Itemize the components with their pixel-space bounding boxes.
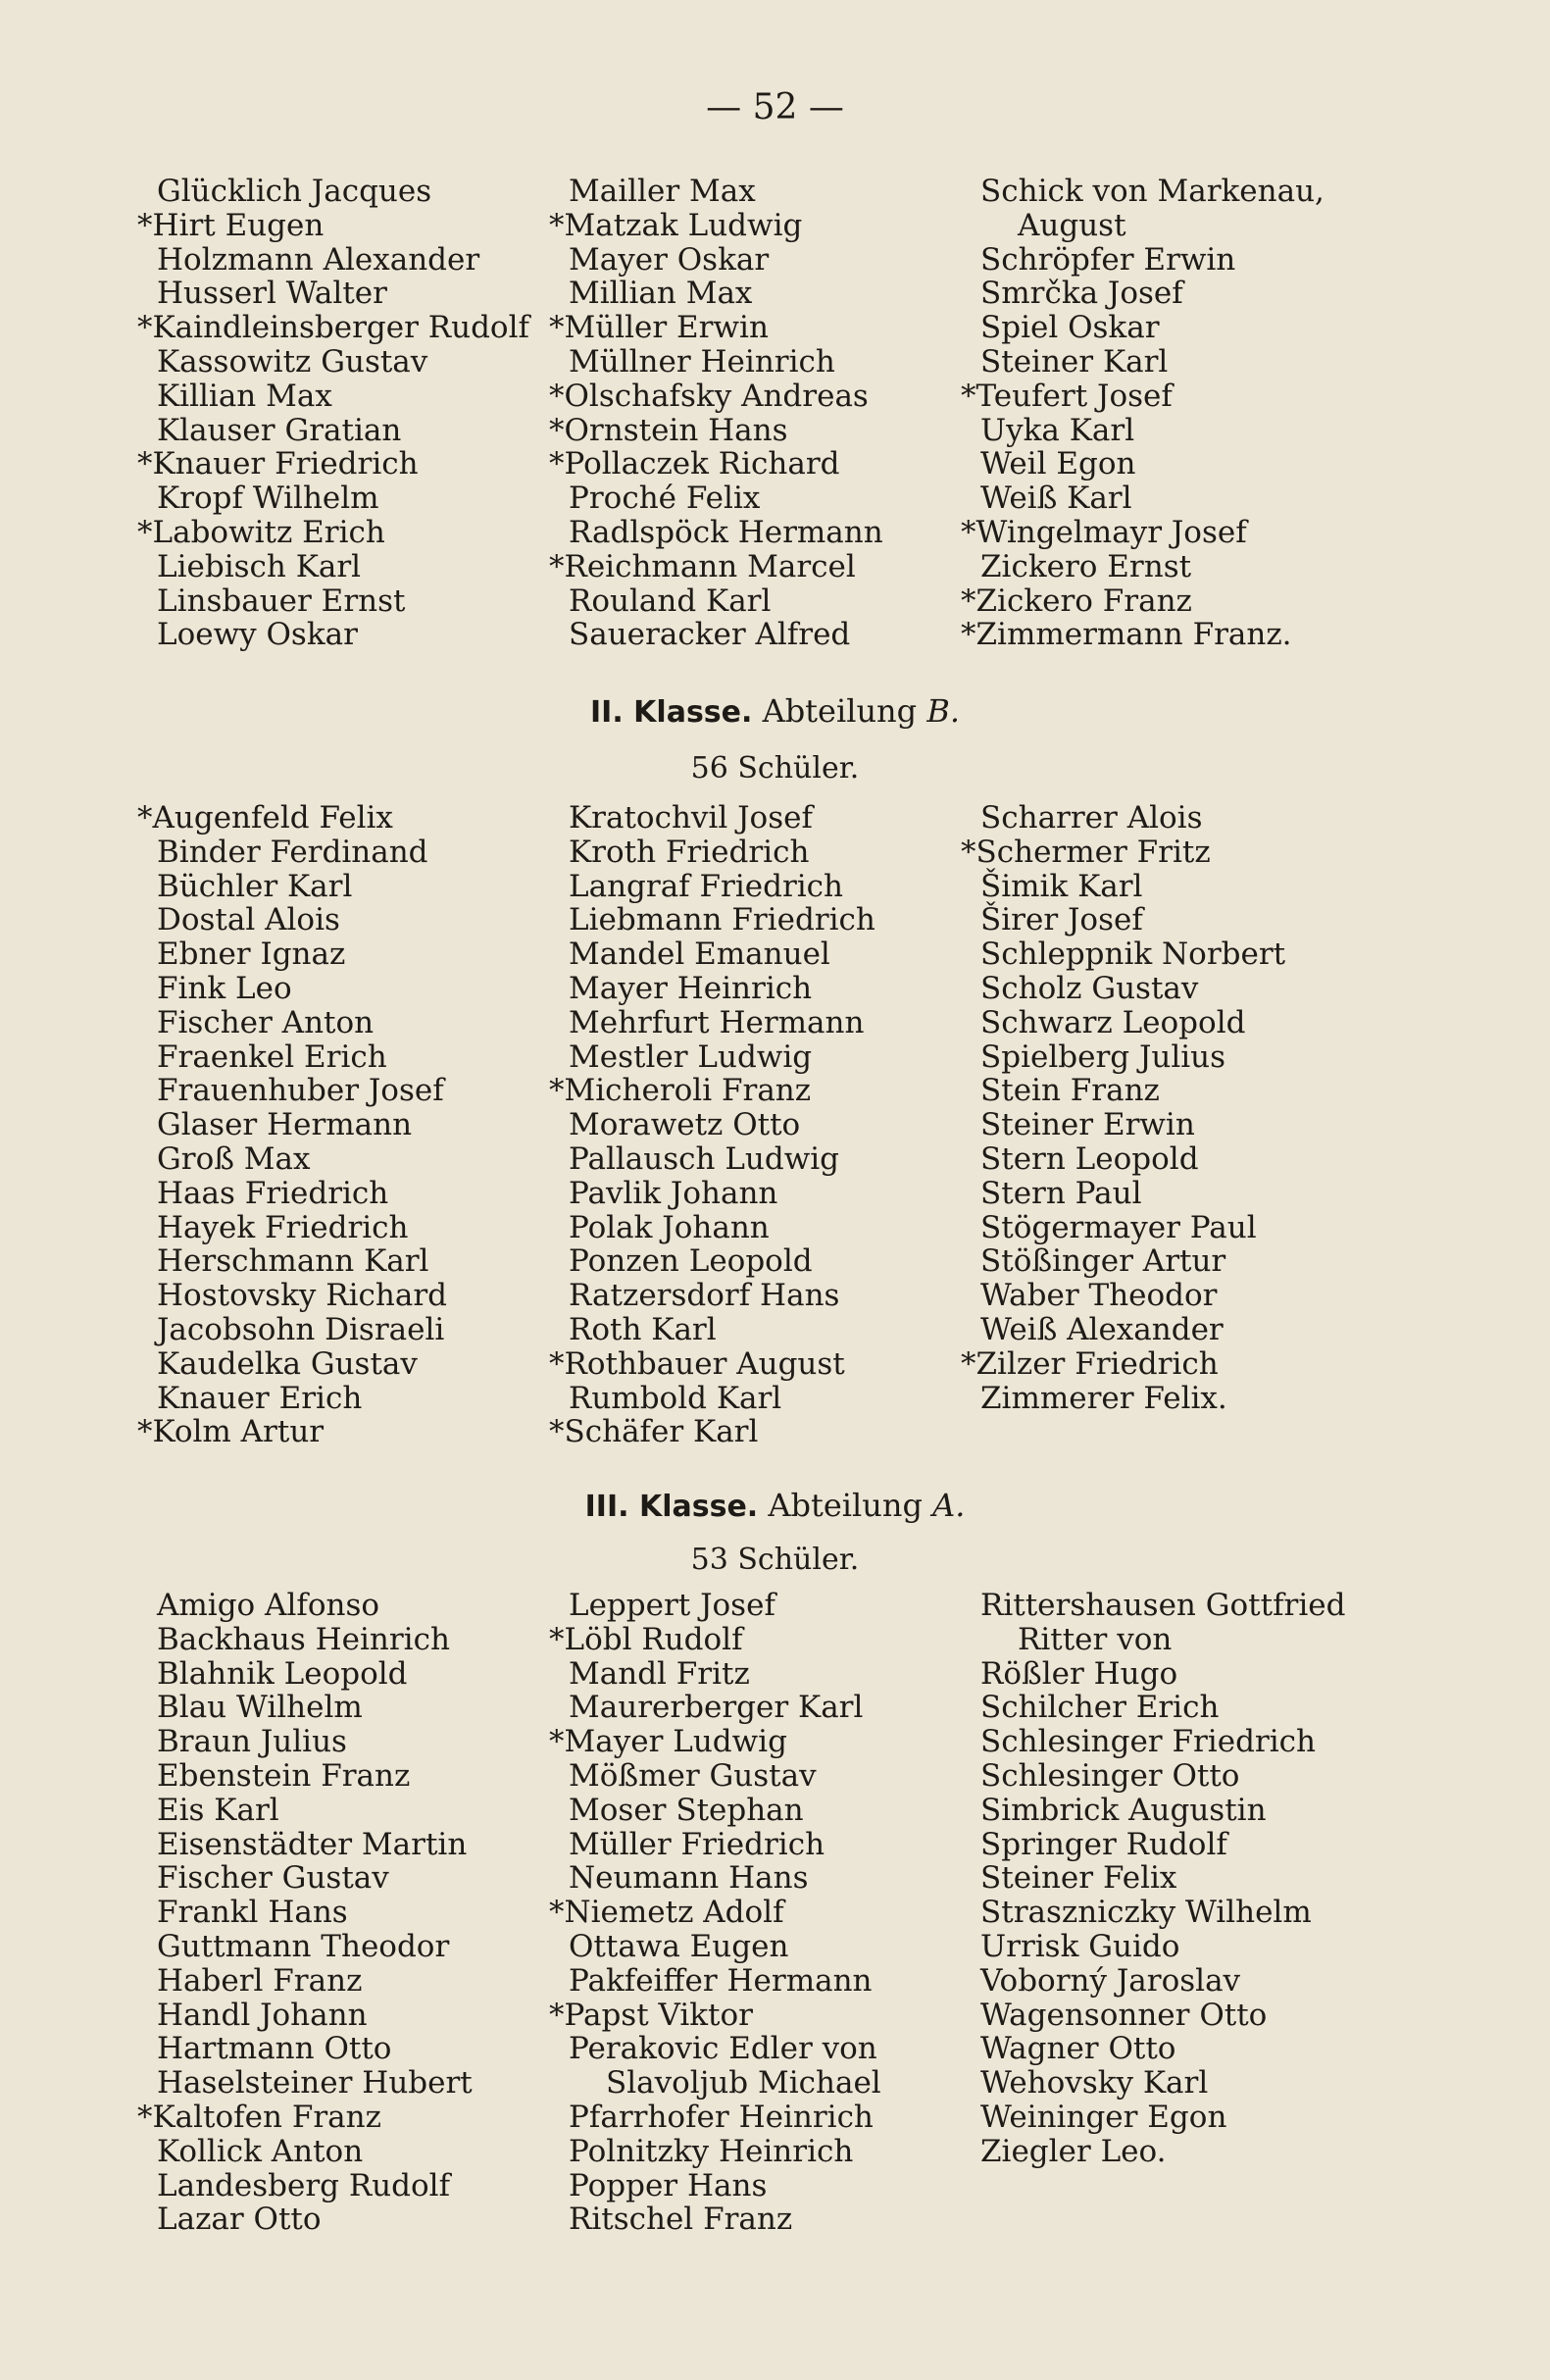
student-name: *Kaltofen Franz bbox=[137, 2099, 381, 2135]
student-name: Mößmer Gustav bbox=[569, 1757, 817, 1794]
student-name: *Reichmann Marcel bbox=[549, 548, 856, 584]
student-name: Jacobsohn Disraeli bbox=[157, 1311, 445, 1347]
abteilung-letter: B. bbox=[926, 692, 960, 730]
student-name: Dostal Alois bbox=[157, 902, 340, 938]
student-name: Braun Julius bbox=[157, 1724, 347, 1760]
column-2 bbox=[549, 1588, 980, 2238]
student-name: August bbox=[1018, 207, 1126, 243]
student-name: *Wingelmayr Josef bbox=[961, 514, 1247, 550]
student-name: *Labowitz Erich bbox=[137, 514, 385, 550]
student-name: Killian Max bbox=[157, 378, 332, 414]
column-3 bbox=[961, 174, 1392, 653]
student-count-ii: 56 Schüler. bbox=[690, 751, 860, 785]
abteilung-label: Abteilung bbox=[762, 692, 918, 730]
student-name: *Müller Erwin bbox=[549, 310, 769, 346]
student-name: Ratzersdorf Hans bbox=[569, 1278, 840, 1314]
student-name: Binder Ferdinand bbox=[157, 834, 428, 870]
student-name: Hartmann Otto bbox=[157, 2031, 392, 2067]
student-name: Schröpfer Erwin bbox=[980, 241, 1236, 278]
student-name: Büchler Karl bbox=[157, 868, 353, 904]
student-name: Liebmann Friedrich bbox=[569, 902, 875, 938]
student-name: Stößinger Artur bbox=[980, 1243, 1226, 1280]
student-name: Backhaus Heinrich bbox=[157, 1621, 450, 1657]
klasse-label: III. Klasse. bbox=[584, 1490, 759, 1524]
student-name: Spielberg Julius bbox=[980, 1038, 1226, 1075]
student-name: Stern Leopold bbox=[980, 1140, 1199, 1177]
class-heading-ii bbox=[0, 691, 1550, 733]
klasse-label: II. Klasse. bbox=[590, 695, 753, 730]
student-name: Zickero Ernst bbox=[980, 548, 1192, 584]
student-name: Schick von Markenau, bbox=[980, 174, 1325, 209]
student-name: Stern Paul bbox=[980, 1175, 1142, 1211]
student-name: *Kolm Artur bbox=[137, 1414, 325, 1450]
student-name: Amigo Alfonso bbox=[157, 1588, 380, 1623]
student-name: Eisenstädter Martin bbox=[157, 1826, 468, 1862]
student-name: Linsbauer Ernst bbox=[157, 582, 406, 619]
student-name: Radlspöck Hermann bbox=[569, 514, 883, 550]
student-name: Popper Hans bbox=[569, 2167, 768, 2203]
student-name: Frankl Hans bbox=[157, 1895, 348, 1931]
student-name: Pavlik Johann bbox=[569, 1175, 778, 1211]
student-name: Groß Max bbox=[157, 1140, 311, 1177]
student-name: Ebenstein Franz bbox=[157, 1757, 411, 1794]
student-name: Ziegler Leo. bbox=[980, 2133, 1167, 2169]
student-name: Glaser Hermann bbox=[157, 1107, 413, 1143]
student-name: Glücklich Jacques bbox=[157, 174, 432, 209]
student-name: Polak Johann bbox=[569, 1209, 770, 1245]
student-name: Stein Franz bbox=[980, 1073, 1160, 1109]
student-name: Širer Josef bbox=[980, 902, 1143, 938]
student-name: *Zickero Franz bbox=[961, 582, 1192, 619]
student-name: Ottawa Eugen bbox=[569, 1928, 789, 1964]
abteilung-label: Abteilung bbox=[768, 1487, 923, 1524]
student-name: Steiner Erwin bbox=[980, 1107, 1195, 1143]
student-name: *Olschafsky Andreas bbox=[549, 378, 869, 414]
student-name: Pfarrhofer Heinrich bbox=[569, 2099, 874, 2135]
student-name: Rouland Karl bbox=[569, 582, 772, 619]
student-name: Weiß Alexander bbox=[980, 1311, 1224, 1347]
abteilung-letter: A. bbox=[932, 1487, 966, 1524]
student-name: Fischer Anton bbox=[157, 1004, 375, 1040]
student-name: Urrisk Guido bbox=[980, 1928, 1180, 1964]
student-name: Handl Johann bbox=[157, 1997, 368, 2033]
student-name: Langraf Friedrich bbox=[569, 868, 843, 904]
student-name: Fink Leo bbox=[157, 970, 292, 1006]
student-count-iii: 53 Schüler. bbox=[690, 1543, 860, 1577]
student-name: *Pollaczek Richard bbox=[549, 446, 840, 482]
student-name: Pallausch Ludwig bbox=[569, 1140, 840, 1177]
student-name: Maurerberger Karl bbox=[569, 1690, 864, 1726]
student-name: *Matzak Ludwig bbox=[549, 207, 803, 243]
student-name: Hayek Friedrich bbox=[157, 1209, 409, 1245]
column-1 bbox=[137, 1588, 569, 2238]
student-name: *Löbl Rudolf bbox=[549, 1621, 743, 1657]
student-name: Ritschel Franz bbox=[569, 2202, 793, 2238]
student-name: Mestler Ludwig bbox=[569, 1038, 813, 1075]
student-name: Schlesinger Friedrich bbox=[980, 1724, 1316, 1760]
student-name: Saueracker Alfred bbox=[569, 617, 851, 653]
student-name: Spiel Oskar bbox=[980, 310, 1160, 346]
student-name: Waber Theodor bbox=[980, 1278, 1218, 1314]
student-name: Šimik Karl bbox=[980, 868, 1143, 904]
student-name: Morawetz Otto bbox=[569, 1107, 801, 1143]
student-name: Schilcher Erich bbox=[980, 1690, 1220, 1726]
student-name: Weiß Karl bbox=[980, 481, 1132, 517]
student-name: *Zimmermann Franz. bbox=[961, 617, 1292, 653]
student-name: *Zilzer Friedrich bbox=[961, 1345, 1219, 1382]
student-name: *Kaindleinsberger Rudolf bbox=[137, 310, 529, 346]
student-name: Kaudelka Gustav bbox=[157, 1345, 418, 1382]
student-name: Rumbold Karl bbox=[569, 1380, 782, 1416]
student-name: Frauenhuber Josef bbox=[157, 1073, 444, 1109]
student-name: Steiner Karl bbox=[980, 343, 1169, 380]
student-name: Schwarz Leopold bbox=[980, 1004, 1246, 1040]
student-name: Kropf Wilhelm bbox=[157, 481, 379, 517]
student-name: Mandl Fritz bbox=[569, 1655, 750, 1692]
student-name: *Teufert Josef bbox=[961, 378, 1173, 414]
student-name: Müller Friedrich bbox=[569, 1826, 825, 1862]
page-number: — 52 — bbox=[706, 87, 844, 127]
student-name: Polnitzky Heinrich bbox=[569, 2133, 854, 2169]
student-name: Hostovsky Richard bbox=[157, 1278, 448, 1314]
student-name: Weil Egon bbox=[980, 446, 1136, 482]
student-name: Wagner Otto bbox=[980, 2031, 1176, 2067]
student-name: *Papst Viktor bbox=[549, 1997, 753, 2033]
student-name: Stögermayer Paul bbox=[980, 1209, 1257, 1245]
student-name: Rittershausen Gottfried bbox=[980, 1588, 1346, 1623]
student-name: Millian Max bbox=[569, 276, 753, 312]
student-name: Landesberg Rudolf bbox=[157, 2167, 451, 2203]
student-name: Ponzen Leopold bbox=[569, 1243, 813, 1280]
student-list-continued bbox=[137, 174, 1392, 653]
student-name: Mayer Heinrich bbox=[569, 970, 813, 1006]
student-name: Guttmann Theodor bbox=[157, 1928, 450, 1964]
student-name: Proché Felix bbox=[569, 481, 761, 517]
student-name: Wagensonner Otto bbox=[980, 1997, 1268, 2033]
student-name: Steiner Felix bbox=[980, 1860, 1177, 1897]
student-name: Haselsteiner Hubert bbox=[157, 2065, 473, 2101]
student-name: Husserl Walter bbox=[157, 276, 387, 312]
student-name: Smrčka Josef bbox=[980, 276, 1183, 312]
student-name: Mehrfurt Hermann bbox=[569, 1004, 865, 1040]
student-name: Neumann Hans bbox=[569, 1860, 809, 1897]
student-name: Knauer Erich bbox=[157, 1380, 363, 1416]
student-name: Herschmann Karl bbox=[157, 1243, 429, 1280]
student-name: Voborný Jaroslav bbox=[980, 1962, 1241, 1999]
student-name: Klauser Gratian bbox=[157, 412, 402, 448]
student-name: Schleppnik Norbert bbox=[980, 937, 1286, 973]
student-name: Blahnik Leopold bbox=[157, 1655, 408, 1692]
student-name: *Micheroli Franz bbox=[549, 1073, 812, 1109]
student-name: Uyka Karl bbox=[980, 412, 1135, 448]
student-name: Rößler Hugo bbox=[980, 1655, 1178, 1692]
student-name: Mayer Oskar bbox=[569, 241, 770, 278]
student-name: Kassowitz Gustav bbox=[157, 343, 428, 380]
student-name: Mailler Max bbox=[569, 174, 756, 209]
student-name: Scholz Gustav bbox=[980, 970, 1199, 1006]
student-name: Fraenkel Erich bbox=[157, 1038, 387, 1075]
student-name: Müllner Heinrich bbox=[569, 343, 835, 380]
column-2 bbox=[549, 174, 980, 653]
student-name: *Rothbauer August bbox=[549, 1345, 845, 1382]
student-name: *Ornstein Hans bbox=[549, 412, 788, 448]
student-name: Kratochvil Josef bbox=[569, 800, 813, 836]
student-name: Perakovic Edler von bbox=[569, 2031, 877, 2067]
student-name: Blau Wilhelm bbox=[157, 1690, 363, 1726]
student-name: *Augenfeld Felix bbox=[137, 800, 393, 836]
student-name: Slavoljub Michael bbox=[606, 2065, 881, 2101]
student-name: Liebisch Karl bbox=[157, 548, 362, 584]
student-name: Leppert Josef bbox=[569, 1588, 775, 1623]
student-name: Pakfeiffer Hermann bbox=[569, 1962, 873, 1999]
student-name: Mandel Emanuel bbox=[569, 937, 830, 973]
class-heading-iii bbox=[0, 1486, 1550, 1527]
student-name: *Schermer Fritz bbox=[961, 834, 1211, 870]
student-name: Kroth Friedrich bbox=[569, 834, 810, 870]
column-3 bbox=[980, 1589, 1392, 2237]
student-name: Holzmann Alexander bbox=[157, 241, 480, 278]
column-3 bbox=[961, 800, 1392, 1449]
student-name: *Schäfer Karl bbox=[549, 1414, 759, 1450]
student-name: *Niemetz Adolf bbox=[549, 1895, 784, 1931]
student-name: Ebner Ignaz bbox=[157, 937, 346, 973]
student-name: Kollick Anton bbox=[157, 2133, 364, 2169]
student-name: Ritter von bbox=[1018, 1621, 1173, 1657]
student-name: Lazar Otto bbox=[157, 2202, 322, 2238]
column-1 bbox=[137, 174, 569, 653]
student-name: Weininger Egon bbox=[980, 2099, 1227, 2135]
student-name: Simbrick Augustin bbox=[980, 1792, 1267, 1828]
student-name: *Hirt Eugen bbox=[137, 207, 325, 243]
student-name: Wehovsky Karl bbox=[980, 2065, 1209, 2101]
student-name: *Mayer Ludwig bbox=[549, 1724, 787, 1760]
student-name: Haas Friedrich bbox=[157, 1175, 389, 1211]
student-name: Schlesinger Otto bbox=[980, 1757, 1240, 1794]
student-name: Haberl Franz bbox=[157, 1962, 363, 1999]
student-name: Eis Karl bbox=[157, 1792, 279, 1828]
student-name: Zimmerer Felix. bbox=[980, 1380, 1227, 1416]
student-name: Fischer Gustav bbox=[157, 1860, 389, 1897]
student-list-ii bbox=[137, 800, 1392, 1450]
student-name: *Knauer Friedrich bbox=[137, 446, 419, 482]
column-1 bbox=[137, 800, 569, 1450]
student-name: Springer Rudolf bbox=[980, 1826, 1227, 1862]
column-2 bbox=[549, 800, 980, 1450]
student-name: Roth Karl bbox=[569, 1311, 717, 1347]
student-name: Moser Stephan bbox=[569, 1792, 804, 1828]
student-name: Scharrer Alois bbox=[980, 800, 1203, 836]
student-list-iii bbox=[137, 1588, 1392, 2238]
student-name: Straszniczky Wilhelm bbox=[980, 1895, 1312, 1931]
student-name: Loewy Oskar bbox=[157, 617, 358, 653]
